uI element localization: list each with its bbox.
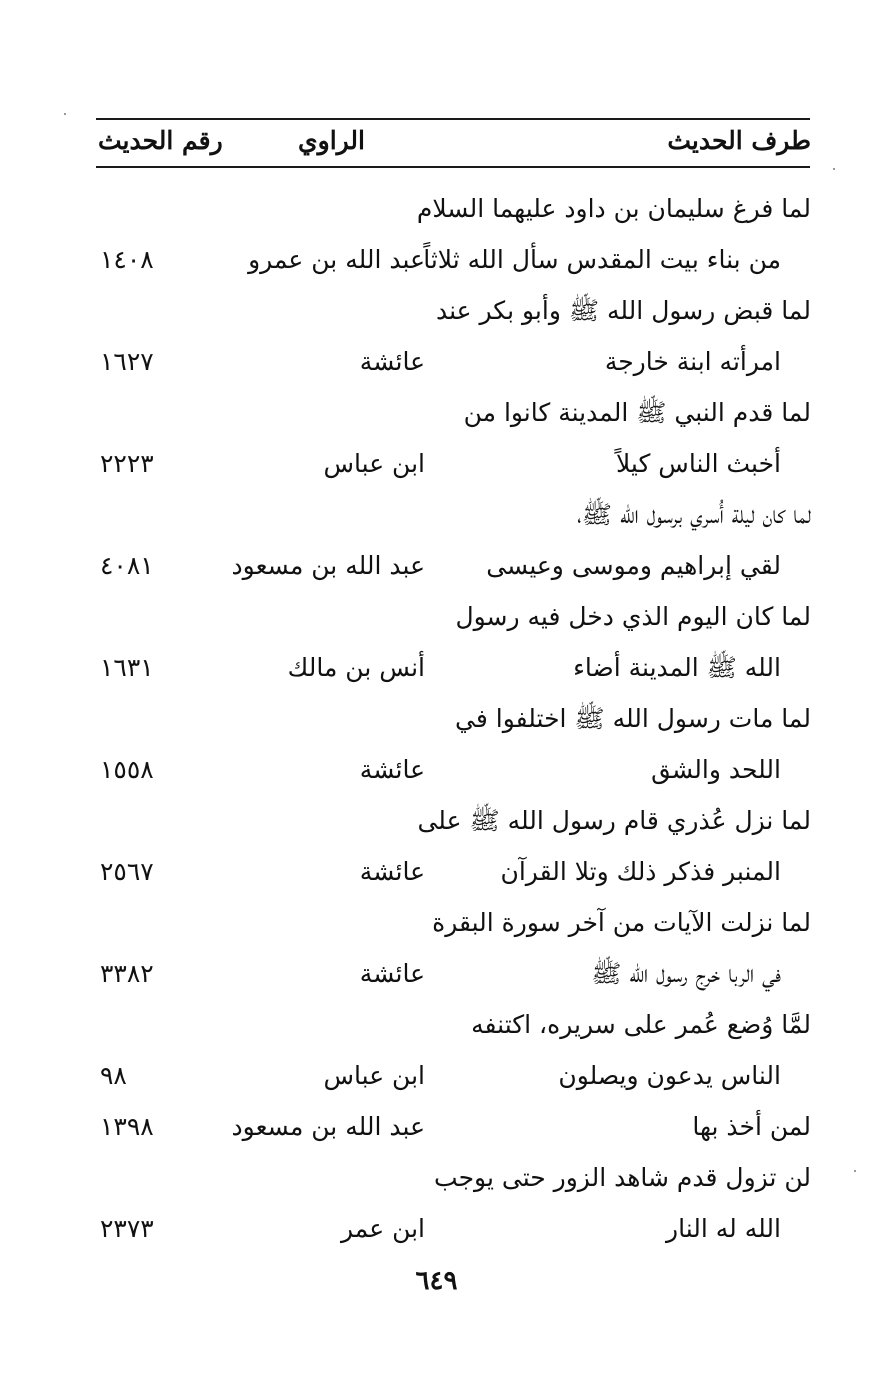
header-hadith-number: رقم الحديث xyxy=(98,126,223,155)
narrator-name: ابن عباس xyxy=(323,1061,425,1090)
scan-speck xyxy=(854,1170,856,1172)
hadith-opening-text: لقي إبراهيم وموسى وعيسى xyxy=(486,551,781,580)
header-hadith-opening: طرف الحديث xyxy=(667,126,811,155)
hadith-number: ١٦٣١ xyxy=(100,653,154,682)
hadith-opening-text: الناس يدعون ويصلون xyxy=(558,1061,781,1090)
index-line xyxy=(0,900,873,951)
hadith-opening-text: لن تزول قدم شاهد الزور حتى يوجب xyxy=(434,1163,811,1192)
index-line xyxy=(0,645,873,696)
hadith-opening-text: لما كان ليلة أُسري برسول الله ﷺ، xyxy=(577,500,811,529)
index-line xyxy=(0,441,873,492)
hadith-opening-text: لمن أخذ بها xyxy=(692,1112,811,1141)
hadith-opening-text: الله له النار xyxy=(666,1214,781,1243)
narrator-name: عائشة xyxy=(359,959,425,988)
hadith-number: ٢٥٦٧ xyxy=(100,857,154,886)
index-line xyxy=(0,288,873,339)
index-line xyxy=(0,1155,873,1206)
hadith-number: ١٤٠٨ xyxy=(100,245,154,274)
narrator-name: عبد الله بن مسعود xyxy=(231,1112,425,1141)
hadith-opening-text: لما نزلت الآيات من آخر سورة البقرة xyxy=(432,908,811,937)
hadith-number: ٣٣٨٢ xyxy=(100,959,154,988)
hadith-opening-text: لما قبض رسول الله ﷺ وأبو بكر عند xyxy=(435,296,811,325)
index-line xyxy=(0,186,873,237)
narrator-name: عائشة xyxy=(359,857,425,886)
narrator-name: ابن عباس xyxy=(323,449,425,478)
narrator-name: عبد الله بن عمرو xyxy=(248,245,425,274)
hadith-opening-text: اللحد والشق xyxy=(651,755,781,784)
page-number: ٦٤٩ xyxy=(415,1266,458,1296)
index-line xyxy=(0,1002,873,1053)
header-narrator: الراوي xyxy=(298,126,365,155)
index-line xyxy=(0,951,873,1002)
index-line xyxy=(0,492,873,543)
hadith-opening-text: الله ﷺ المدينة أضاء xyxy=(573,653,781,682)
hadith-opening-text: من بناء بيت المقدس سأل الله ثلاثاً xyxy=(423,245,781,274)
index-line xyxy=(0,543,873,594)
scan-speck xyxy=(64,113,66,115)
scan-speck xyxy=(833,168,835,170)
hadith-opening-text: أخبث الناس كيلاً xyxy=(616,449,781,478)
hadith-number: ٩٨ xyxy=(100,1061,127,1090)
hadith-opening-text: امرأته ابنة خارجة xyxy=(604,347,781,376)
hadith-opening-text: في الربا خرج رسول الله ﷺ xyxy=(591,959,781,988)
hadith-opening-text: لمَّا وُضع عُمر على سريره، اكتنفه xyxy=(471,1010,811,1039)
hadith-opening-text: لما نزل عُذري قام رسول الله ﷺ على xyxy=(417,806,811,835)
index-line xyxy=(0,1206,873,1257)
narrator-name: عائشة xyxy=(359,755,425,784)
hadith-number: ١٣٩٨ xyxy=(100,1112,154,1141)
hadith-number: ١٦٢٧ xyxy=(100,347,154,376)
index-line xyxy=(0,849,873,900)
narrator-name: ابن عمر xyxy=(340,1214,425,1243)
hadith-opening-text: لما قدم النبي ﷺ المدينة كانوا من xyxy=(463,398,811,427)
index-line xyxy=(0,798,873,849)
index-line xyxy=(0,339,873,390)
header-rule xyxy=(96,166,810,168)
narrator-name: أنس بن مالك xyxy=(287,653,425,682)
hadith-number: ٢٢٢٣ xyxy=(100,449,154,478)
hadith-number: ١٥٥٨ xyxy=(100,755,154,784)
index-line xyxy=(0,696,873,747)
index-line xyxy=(0,1104,873,1155)
index-line xyxy=(0,1053,873,1104)
hadith-opening-text: المنبر فذكر ذلك وتلا القرآن xyxy=(500,857,781,886)
hadith-index-list xyxy=(0,186,873,1257)
index-line xyxy=(0,237,873,288)
index-line xyxy=(0,390,873,441)
hadith-opening-text: لما فرغ سليمان بن داود عليهما السلام xyxy=(416,194,811,223)
hadith-number: ٤٠٨١ xyxy=(100,551,154,580)
index-line xyxy=(0,594,873,645)
hadith-opening-text: لما كان اليوم الذي دخل فيه رسول xyxy=(455,602,811,631)
narrator-name: عائشة xyxy=(359,347,425,376)
hadith-opening-text: لما مات رسول الله ﷺ اختلفوا في xyxy=(455,704,811,733)
hadith-number: ٢٣٧٣ xyxy=(100,1214,154,1243)
top-rule xyxy=(96,118,810,120)
index-line xyxy=(0,747,873,798)
narrator-name: عبد الله بن مسعود xyxy=(231,551,425,580)
